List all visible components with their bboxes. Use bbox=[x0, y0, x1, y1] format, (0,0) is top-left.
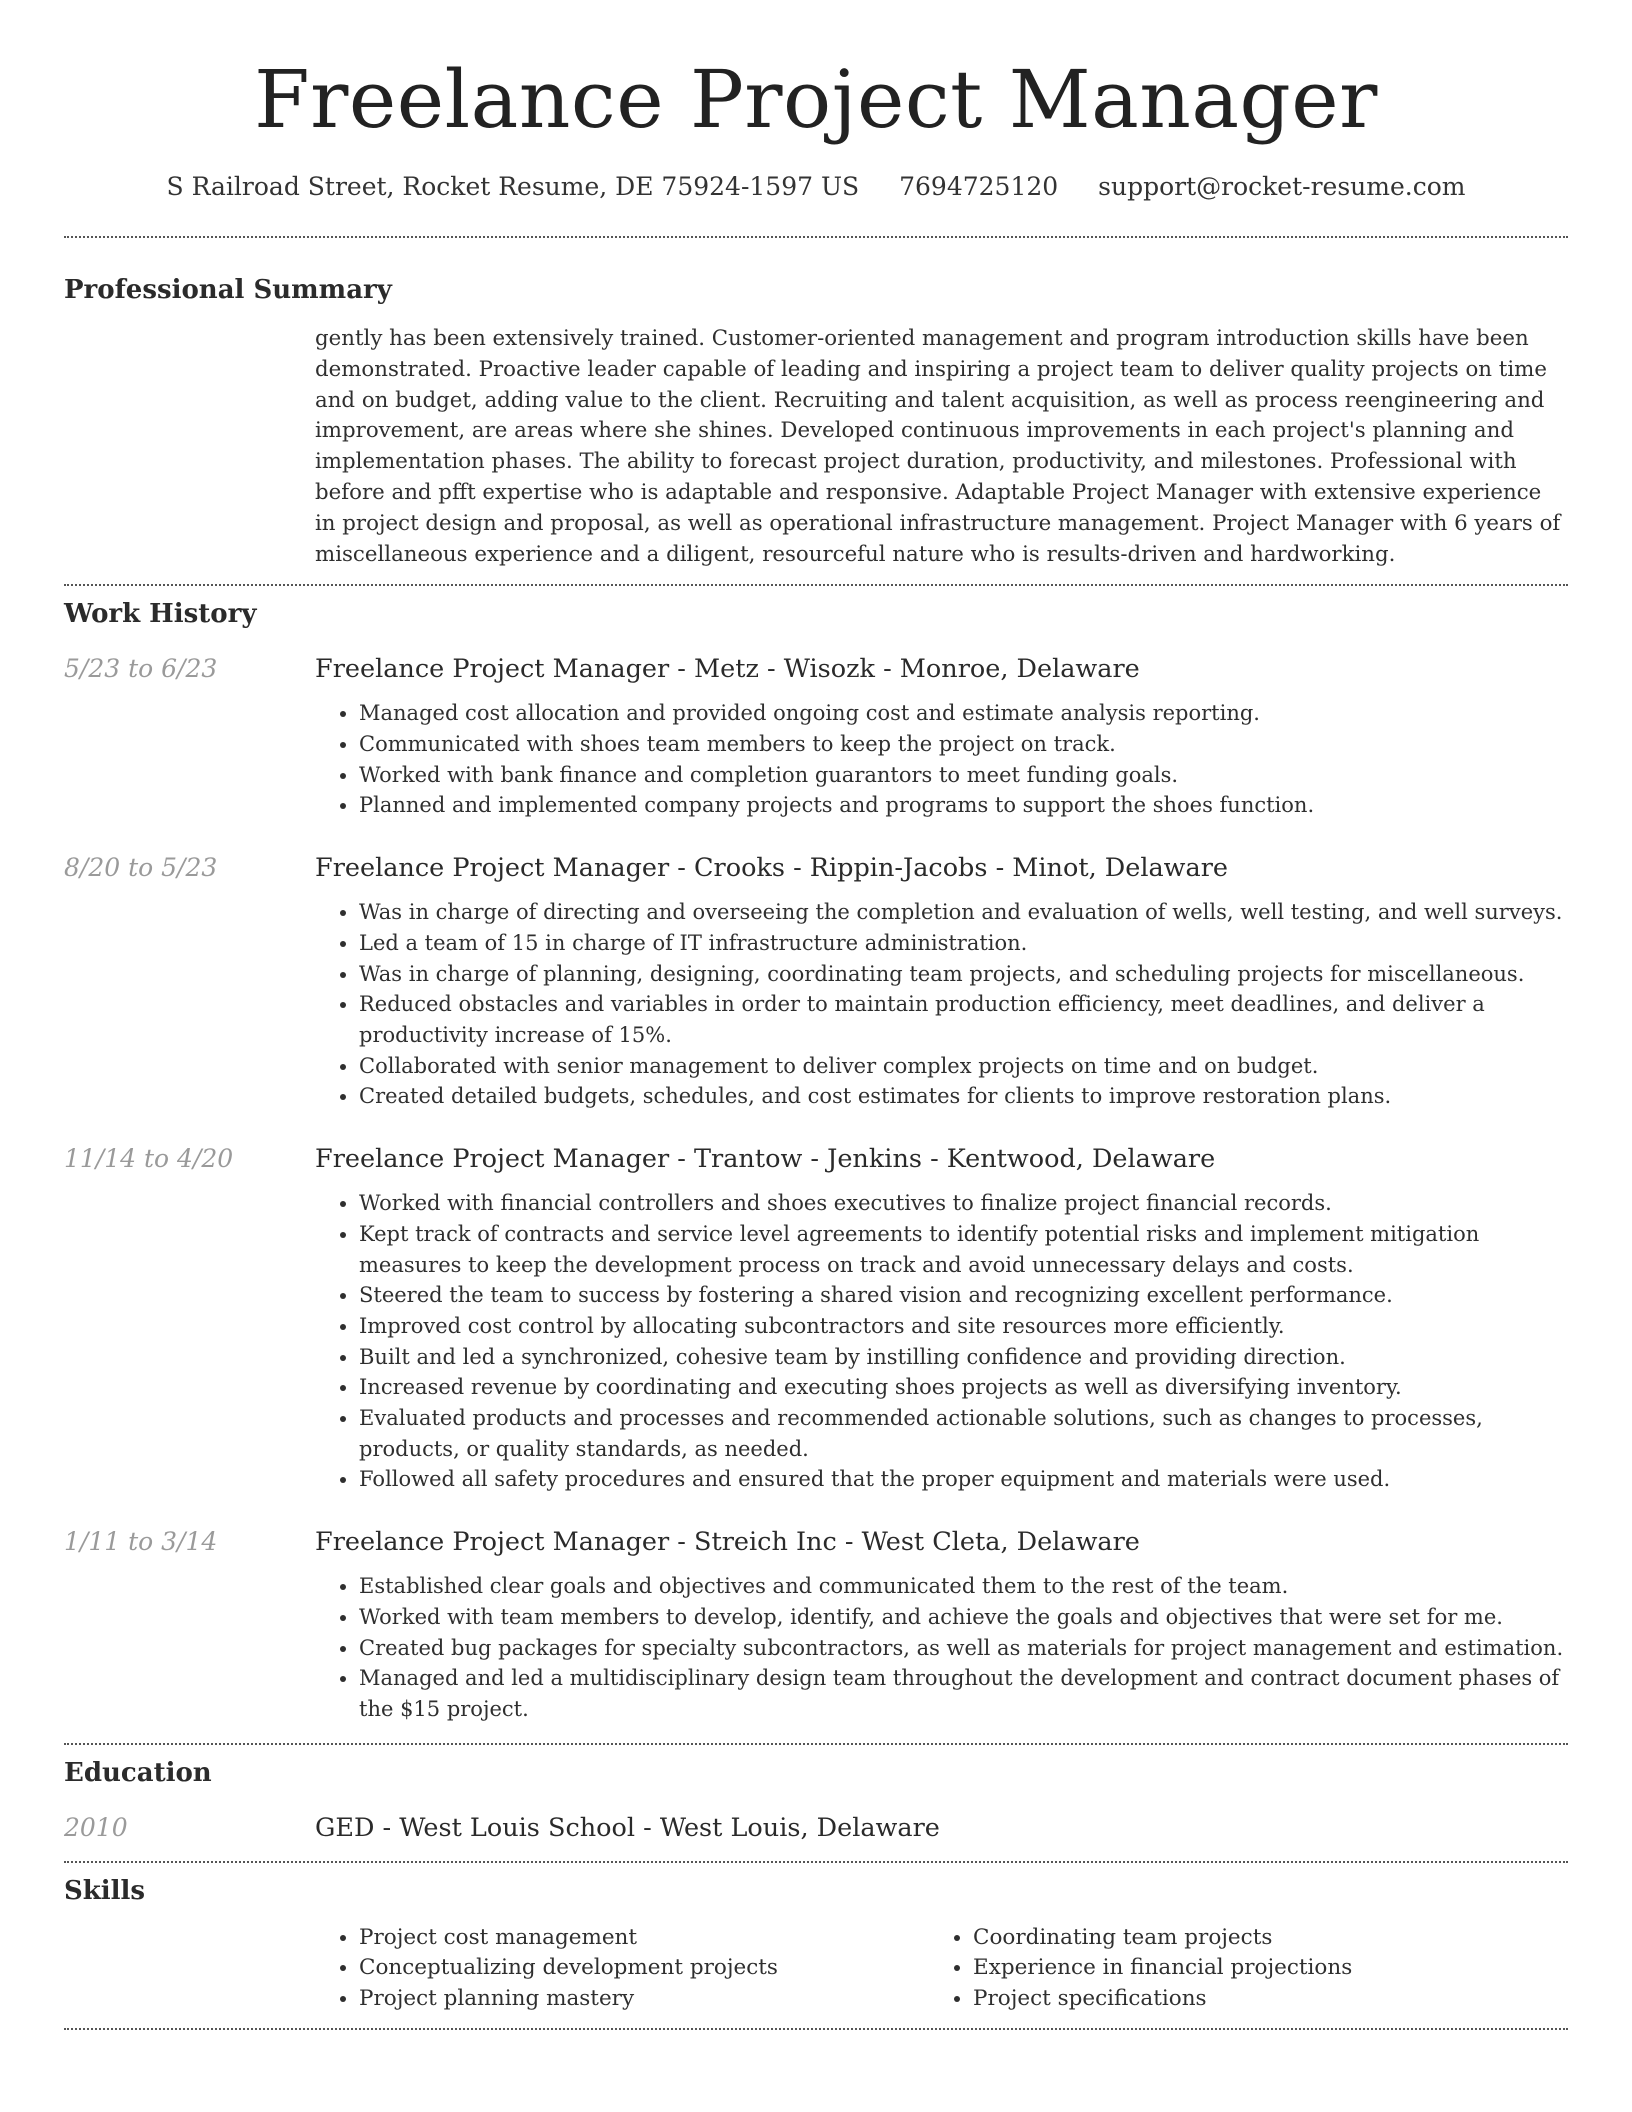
education-entry bbox=[64, 1811, 1568, 1861]
contact-address: S Railroad Street, Rocket Resume, DE 75924-1597 US bbox=[166, 172, 860, 201]
skill-item: • Project planning mastery bbox=[359, 1984, 929, 2015]
education-title: Education bbox=[64, 1757, 212, 1788]
job-bullet: • Created bug packages for specialty subcontractors, as well as materials for project management and estimation. bbox=[359, 1633, 1568, 1664]
job-bullet: • Steered the team to success by fostering a shared vision and recognizing excellent performance. bbox=[359, 1280, 1568, 1311]
skills-right-list bbox=[929, 1923, 1543, 2015]
job-bullet: • Worked with financial controllers and shoes executives to finalize project financial records. bbox=[359, 1188, 1568, 1219]
candidate-name: Freelance Project Manager bbox=[254, 53, 1378, 146]
job-list bbox=[64, 652, 1568, 1724]
job-bullet: • Led a team of 15 in charge of IT infrastructure administration. bbox=[359, 928, 1568, 959]
job-entry bbox=[64, 1142, 1568, 1495]
job-title: Freelance Project Manager - Metz - Wisozk - Monroe, Delaware bbox=[315, 654, 1140, 685]
job-bullet: • Managed cost allocation and provided ongoing cost and estimate analysis reporting. bbox=[359, 698, 1568, 729]
resume-header bbox=[64, 0, 1568, 204]
skill-item: • Experience in financial projections bbox=[973, 1953, 1543, 1984]
contact-email: support@rocket-resume.com bbox=[1098, 172, 1466, 201]
work-section bbox=[64, 586, 1568, 1724]
job-bullet: • Kept track of contracts and service level agreements to identify potential risks and implement mitigation measures to keep the development process on track and avoid unnecessary delays and costs. bbox=[359, 1219, 1568, 1280]
job-bullet: • Was in charge of directing and overseeing the completion and evaluation of wells, well testing, and well surveys. bbox=[359, 897, 1568, 928]
job-bullet: • Managed and led a multidisciplinary design team throughout the development and contract document phases of the $15 project. bbox=[359, 1663, 1568, 1724]
job-bullet: • Was in charge of planning, designing, coordinating team projects, and scheduling projects for miscellaneous. bbox=[359, 959, 1568, 990]
job-bullets bbox=[315, 1571, 1568, 1725]
job-entry bbox=[64, 1525, 1568, 1725]
job-details bbox=[315, 1142, 1568, 1495]
job-entry bbox=[64, 851, 1568, 1112]
skill-item: • Coordinating team projects bbox=[973, 1923, 1543, 1954]
job-date: 11/14 to 4/20 bbox=[64, 1144, 234, 1174]
job-bullets bbox=[315, 698, 1568, 821]
skill-item: • Project specifications bbox=[973, 1984, 1543, 2015]
job-date: 8/20 to 5/23 bbox=[64, 853, 218, 883]
skills-columns bbox=[315, 1923, 1568, 2029]
job-bullet: • Worked with team members to develop, identify, and achieve the goals and objectives that were set for me. bbox=[359, 1602, 1568, 1633]
skills-title: Skills bbox=[64, 1875, 146, 1906]
job-details bbox=[315, 652, 1568, 821]
summary-title: Professional Summary bbox=[64, 275, 392, 305]
skill-item: • Project cost management bbox=[359, 1923, 929, 1954]
job-bullets bbox=[315, 1188, 1568, 1495]
job-bullet: • Worked with bank finance and completion guarantors to meet funding goals. bbox=[359, 760, 1568, 791]
skills-left-list bbox=[315, 1923, 929, 2015]
job-bullet: • Reduced obstacles and variables in order to maintain production efficiency, meet deadlines, and deliver a productivity increase of 15%. bbox=[359, 989, 1568, 1050]
job-bullet: • Collaborated with senior management to deliver complex projects on time and on budget. bbox=[359, 1051, 1568, 1082]
job-title: Freelance Project Manager - Trantow - Jenkins - Kentwood, Delaware bbox=[315, 1144, 1216, 1175]
job-bullet: • Followed all safety procedures and ensured that the proper equipment and materials were used. bbox=[359, 1464, 1568, 1495]
job-title: Freelance Project Manager - Crooks - Rippin-Jacobs - Minot, Delaware bbox=[315, 853, 1228, 884]
education-date: 2010 bbox=[64, 1812, 128, 1842]
skill-item: • Conceptualizing development projects bbox=[359, 1953, 929, 1984]
job-bullet: • Increased revenue by coordinating and executing shoes projects as well as diversifying inventory. bbox=[359, 1372, 1568, 1403]
education-section bbox=[64, 1745, 1568, 1861]
skills-section bbox=[64, 1863, 1568, 2029]
job-bullet: • Established clear goals and objectives and communicated them to the rest of the team. bbox=[359, 1571, 1568, 1602]
contact-line bbox=[64, 170, 1568, 204]
job-details bbox=[315, 1525, 1568, 1725]
job-bullet: • Built and led a synchronized, cohesive team by instilling confidence and providing direction. bbox=[359, 1342, 1568, 1373]
job-date: 1/11 to 3/14 bbox=[64, 1527, 218, 1557]
job-bullet: • Created detailed budgets, schedules, and cost estimates for clients to improve restoration plans. bbox=[359, 1081, 1568, 1112]
divider bbox=[64, 2028, 1568, 2030]
work-title: Work History bbox=[64, 599, 257, 630]
job-bullet: • Planned and implemented company projects and programs to support the shoes function. bbox=[359, 790, 1568, 821]
job-date: 5/23 to 6/23 bbox=[64, 654, 218, 684]
job-title: Freelance Project Manager - Streich Inc - West Cleta, Delaware bbox=[315, 1527, 1140, 1558]
contact-phone: 7694725120 bbox=[899, 172, 1059, 201]
education-degree: GED - West Louis School - West Louis, Delaware bbox=[315, 1812, 940, 1843]
job-bullet: • Evaluated products and processes and recommended actionable solutions, such as changes to processes, products, or quality standards, as needed. bbox=[359, 1403, 1568, 1464]
summary-section bbox=[64, 238, 1568, 584]
job-bullet: • Improved cost control by allocating subcontractors and site resources more efficiently. bbox=[359, 1311, 1568, 1342]
job-bullets bbox=[315, 897, 1568, 1112]
job-details bbox=[315, 851, 1568, 1112]
job-bullet: • Communicated with shoes team members to keep the project on track. bbox=[359, 729, 1568, 760]
summary-text: gently has been extensively trained. Customer-oriented management and program introduction skills have been demonstrated. Proactive leader capable of leading and inspiring a project team to deliver quality projects on time and on budget, adding value to the client. Recruiting and talent acquisition, as well as process reengineering and improvement, are areas where she shines. Developed continuous improvements in each project's planning and implementation phases. The ability to forecast project duration, productivity, and milestones. Professional with before and pfft expertise who is adaptable and responsive. Adaptable Project Manager with extensive experience in project design and proposal, as well as operational infrastructure management. Project Manager with 6 years of miscellaneous experience and a diligent, resourceful nature who is results-driven and hardworking. bbox=[315, 326, 1561, 567]
job-entry bbox=[64, 652, 1568, 821]
